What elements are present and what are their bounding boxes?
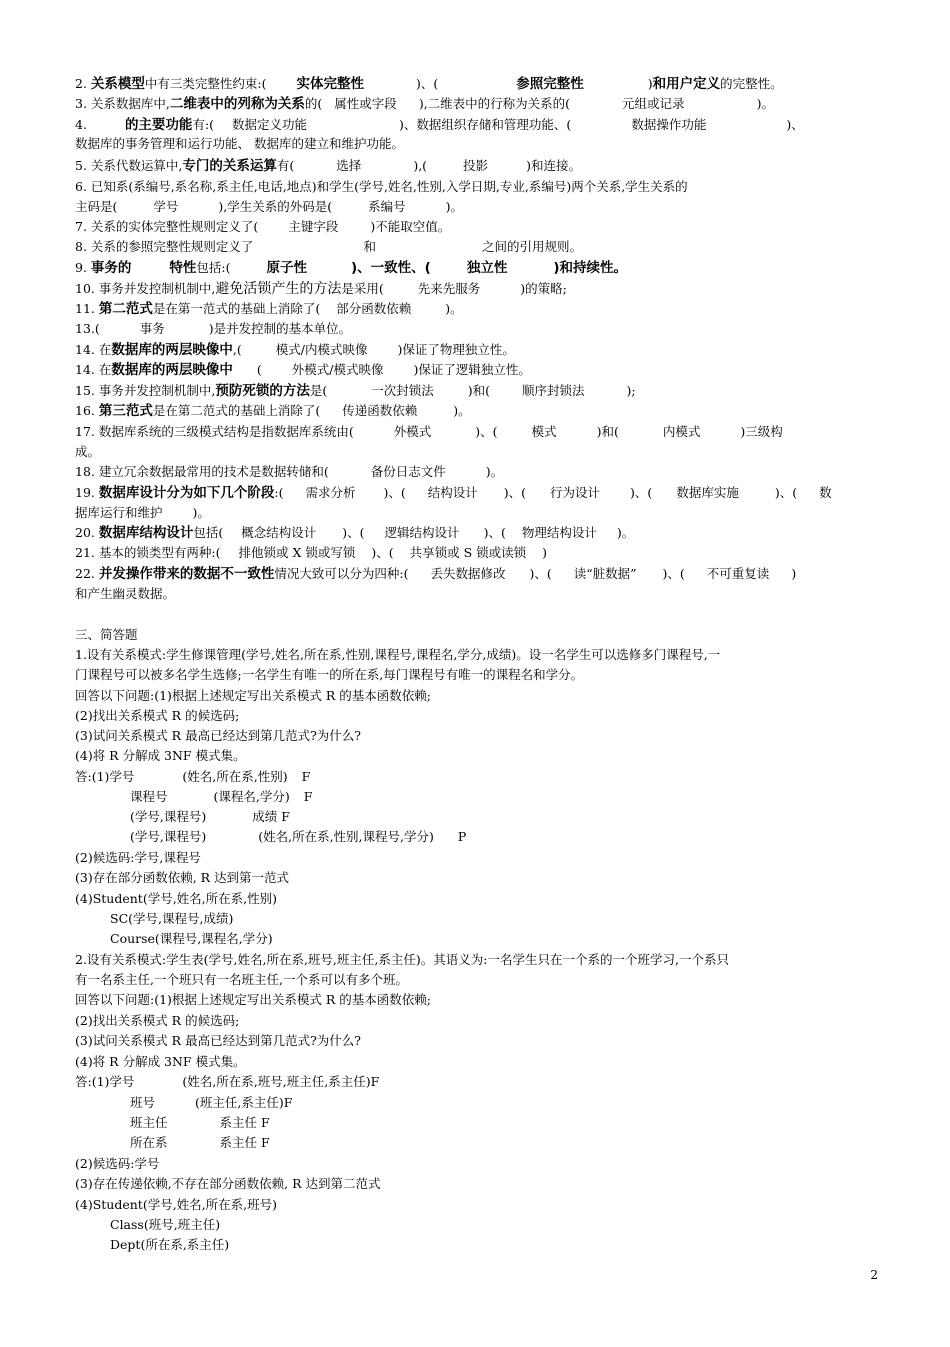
item-5: 5. 关系代数运算中,专门的关系运算有( 选择 ),( 投影 )和连接。 [75,158,581,174]
q2-fd-3: 班主任 系主任 F [130,1115,270,1130]
q1-text-2: 门课程号可以被多名学生选修;一名学生有唯一的所在系,每门课程号有唯一的课程名和学分。 [75,667,584,682]
q2-ans-4b: Class(班号,班主任) [110,1217,221,1232]
q2-ans-2: (2)候选码:学号 [75,1156,160,1171]
item-19-cont: 据库运行和维护 )。 [75,505,210,520]
q1-ans-2: (2)候选码:学号,课程号 [75,850,201,865]
item-10: 10. 事务并发控制机制中,避免活锁产生的方法是采用( 先来先服务 )的策略; [75,281,567,297]
item-17-cont: 成。 [75,444,101,459]
section-heading: 三、简答题 [75,627,138,642]
item-4: 4. 的主要功能有:( 数据定义功能 )、数据组织存储和管理功能、( 数据操作功能 )、 [75,117,804,133]
item-9: 9. 事务的 特性包括:( 原子性 )、一致性、( 独立性 )和持续性。 [75,260,628,276]
q1-ans-3: (3)存在部分函数依赖, R 达到第一范式 [75,870,290,885]
item-17: 17. 数据库系统的三级模式结构是指数据库系统由( 外模式 )、( 模式 )和( 内模式 )三级构 [75,424,783,439]
q2-ans-4: (4)Student(学号,姓名,所在系,班号) [75,1197,277,1212]
q1-ask-1: 回答以下问题:(1)根据上述规定写出关系模式 R 的基本函数依赖; [75,688,431,703]
q1-fd-1: 答:(1)学号 (姓名,所在系,性别) F [75,769,311,784]
item-6-cont: 主码是( 学号 ),学生关系的外码是( 系编号 )。 [75,199,464,214]
item-16: 16. 第三范式是在第二范式的基础上消除了( 传递函数依赖 )。 [75,403,471,419]
item-14a: 14. 在数据库的两层映像中,( 模式/内模式映像 )保证了物理独立性。 [75,342,515,358]
item-22-cont: 和产生幽灵数据。 [75,586,176,601]
item-15: 15. 事务并发控制机制中,预防死锁的方法是( 一次封锁法 )和( 顺序封锁法 ); [75,383,636,399]
q2-ask-1: 回答以下问题:(1)根据上述规定写出关系模式 R 的基本函数依赖; [75,992,431,1007]
item-20: 20. 数据库结构设计包括( 概念结构设计 )、( 逻辑结构设计 )、( 物理结构设计 )。 [75,525,635,541]
q1-ans-4: (4)Student(学号,姓名,所在系,性别) [75,891,277,906]
item-13: 13.( 事务 )是并发控制的基本单位。 [75,321,352,336]
q2-text-2: 有一名系主任,一个班只有一名班主任,一个系可以有多个班。 [75,972,408,987]
q1-fd-2: 课程号 (课程名,学分) F [130,789,313,804]
q2-ask-3: (3)试问关系模式 R 最高已经达到第几范式?为什么? [75,1033,361,1048]
item-3: 3. 关系数据库中,二维表中的列称为关系的( 属性或字段 ),二维表中的行称为关系的( 元组或记录 )。 [75,96,774,112]
item-11: 11. 第二范式是在第一范式的基础上消除了( 部分函数依赖 )。 [75,301,463,317]
item-21: 21. 基本的锁类型有两种:( 排他锁或 X 锁或写锁 )、( 共享锁或 S 锁或读锁 ) [75,545,547,560]
item-8: 8. 关系的参照完整性规则定义了 和 之间的引用规则。 [75,239,582,254]
page-number: 2 [870,1268,878,1282]
q1-text-1: 1.设有关系模式:学生修课管理(学号,姓名,所在系,性别,课程号,课程名,学分,成绩)。设一名学生可以选修多门课程号,一 [75,647,721,662]
q1-ans-4c: Course(课程号,课程名,学分) [110,931,273,946]
q1-fd-4: (学号,课程号) (姓名,所在系,性别,课程号,学分) P [130,829,467,844]
q2-ans-4c: Dept(所在系,系主任) [110,1237,230,1252]
item-7: 7. 关系的实体完整性规则定义了( 主键字段 )不能取空值。 [75,219,451,234]
item-22: 22. 并发操作带来的数据不一致性情况大致可以分为四种:( 丢失数据修改 )、( 读“脏数据” )、( 不可重复读 ) [75,566,797,582]
item-6: 6. 已知系(系编号,系名称,系主任,电话,地点)和学生(学号,姓名,性别,入学日期,专业,系编号)两个关系,学生关系的 [75,179,688,194]
q1-fd-3: (学号,课程号) 成绩 F [130,809,290,824]
item-14b: 14. 在数据库的两层映像中 ( 外模式/模式映像 )保证了逻辑独立性。 [75,362,531,378]
q1-ask-3: (3)试问关系模式 R 最高已经达到第几范式?为什么? [75,728,361,743]
item-18: 18. 建立冗余数据最常用的技术是数据转储和( 备份日志文件 )。 [75,464,504,479]
q2-text-1: 2.设有关系模式:学生表(学号,姓名,所在系,班号,班主任,系主任)。其语义为:一名学生只在一个系的一个班学习,一个系只 [75,952,729,967]
item-2: 2. 关系模型中有三类完整性约束:( 实体完整性 )、( 参照完整性 )和用户定义的完整性。 [75,76,783,92]
q1-ask-4: (4)将 R 分解成 3NF 模式集。 [75,748,246,763]
item-4-cont: 数据库的事务管理和运行功能、 数据库的建立和维护功能。 [75,136,404,151]
q2-fd-4: 所在系 系主任 F [130,1135,270,1150]
q1-ans-4b: SC(学号,课程号,成绩) [110,911,234,926]
item-19: 19. 数据库设计分为如下几个阶段:( 需求分析 )、( 结构设计 )、( 行为设计 )、( 数据库实施 )、( 数 [75,485,832,501]
q2-ask-2: (2)找出关系模式 R 的候选码; [75,1013,240,1028]
q1-ask-2: (2)找出关系模式 R 的候选码; [75,708,240,723]
q2-fd-2: 班号 (班主任,系主任)F [130,1095,293,1110]
q2-fd-1: 答:(1)学号 (姓名,所在系,班号,班主任,系主任)F [75,1074,380,1089]
q2-ans-3: (3)存在传递依赖,不存在部分函数依赖, R 达到第二范式 [75,1176,381,1191]
q2-ask-4: (4)将 R 分解成 3NF 模式集。 [75,1054,246,1069]
